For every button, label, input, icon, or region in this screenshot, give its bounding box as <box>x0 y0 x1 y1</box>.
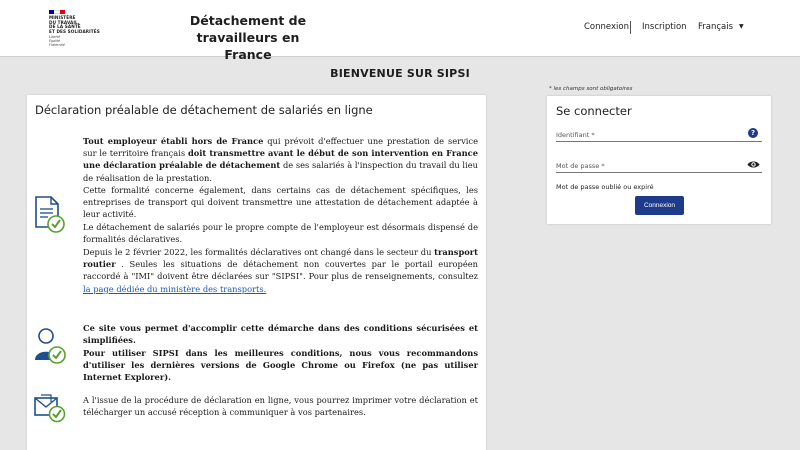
info-card <box>27 95 486 450</box>
language-label: Français <box>698 22 734 32</box>
nav-signup-link[interactable]: Inscription <box>642 22 687 32</box>
paragraph-receipt: A l'issue de la procédure de déclaration en ligne, vous pourrez imprimer votre déclaration et télécharger un accusé réception à communiquer à vos partenaires. <box>83 395 478 418</box>
welcome-heading: BIENVENUE SUR SIPSI <box>330 67 470 80</box>
logo-motto: Liberté Égalité Fraternité <box>49 35 65 47</box>
language-selector[interactable] <box>698 22 744 32</box>
identifier-field[interactable]: Identifiant * <box>556 131 595 139</box>
paragraph-road-transport: Depuis le 2 février 2022, les formalités déclaratives ont changé dans le secteur du transport routier . Seules les situations de détachement non couvertes par le portail européen raccordé à "IMI" doivent être déclarées sur "SIPSI". Pour plus de renseignements, consultez la page dédiée du ministère des transports. <box>83 247 478 294</box>
required-note: * les champs sont obligatoires <box>549 86 633 92</box>
logo-line: DE LA SANTÉ <box>49 24 81 30</box>
nav-divider <box>630 21 631 34</box>
user-check-icon <box>33 327 67 365</box>
logo-line: DU TRAVAIL, <box>49 19 80 25</box>
forgot-password-link[interactable]: Mot de passe oublié ou expiré <box>556 183 654 191</box>
paragraph-secure: Ce site vous permet d'accomplir cette démarche dans des conditions sécurisées et simplifiées. <box>83 323 478 346</box>
transport-ministry-link[interactable]: la page dédiée du ministère des transports. <box>83 283 267 294</box>
site-title[interactable]: Détachement de travailleurs en France <box>189 13 307 62</box>
paragraph-transport: Cette formalité concerne également, dans certains cas de détachement spécifiques, les entreprises de transport qui doivent transmettre une attestation de détachement adaptée à leur activité. <box>83 185 478 220</box>
eye-icon[interactable] <box>747 160 760 169</box>
caret-down-icon: ▼ <box>739 23 744 30</box>
header <box>0 0 800 62</box>
identifier-underline <box>556 141 762 142</box>
logo-line: MINISTÈRE <box>49 15 76 20</box>
nav-login-link[interactable]: Connexion <box>584 22 629 32</box>
login-submit-button[interactable]: Connexion <box>635 196 684 215</box>
document-check-icon <box>33 195 67 235</box>
help-icon[interactable]: ? <box>748 128 758 138</box>
password-field[interactable]: Mot de passe * <box>556 162 605 170</box>
paragraph-exemption: Le détachement de salariés pour le propre compte de l'employeur est désormais dispensé de formalités déclaratives. <box>83 222 478 245</box>
card-title: Déclaration préalable de détachement de salariés en ligne <box>35 103 373 117</box>
flag-icon <box>49 10 65 14</box>
login-title: Se connecter <box>556 104 632 118</box>
mail-check-icon <box>33 393 67 423</box>
paragraph-browser: Pour utiliser SIPSI dans les meilleures conditions, nous vous recommandons d'utiliser les dernières versions de Google Chrome ou Firefox (ne pas utiliser Internet Explorer). <box>83 348 478 383</box>
ministry-logo[interactable] <box>49 10 109 47</box>
logo-line: ET DES SOLIDARITÉS <box>49 28 100 34</box>
paragraph-employer: Tout employeur établi hors de France qui prévoit d'effectuer une prestation de service sur le territoire français doit transmettre avant le début de son intervention en France une déclaration préalable de détachement de ses salariés à l'inspection du travail du lieu de réalisation de la prestation. <box>83 136 478 183</box>
password-underline <box>556 172 762 173</box>
login-card <box>547 96 771 224</box>
